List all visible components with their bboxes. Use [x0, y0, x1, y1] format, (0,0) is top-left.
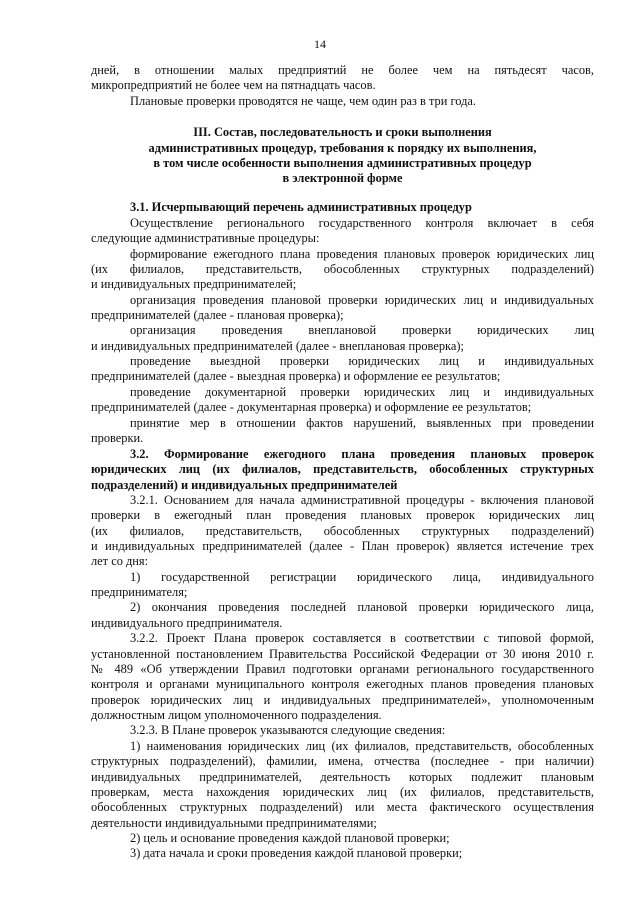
text-line: (их филиалов, представительств, обособленных структурных подразделений) — [91, 524, 594, 538]
text-line: (их филиалов, представительств, обособленных структурных подразделений) — [91, 262, 594, 276]
subsection-heading: 3.2. Формирование ежегодного плана проведения плановых проверок — [130, 447, 594, 461]
list-item-continuation: проверкам, места нахождения юридических лиц (их филиалов, представительств, — [91, 785, 594, 799]
text-line: предпринимателей (далее - документарная проверка) и оформление ее результатов; — [91, 400, 532, 414]
text-line: № 489 «Об утверждении Правил подготовки органами регионального государственного — [91, 662, 594, 676]
text-line: проведение выездной проверки юридических лиц и индивидуальных — [130, 354, 594, 368]
text-line: 3.2.3. В Плане проверок указываются следующие сведения: — [130, 723, 446, 737]
text-line: принятие мер в отношении фактов нарушений, выявленных при проведении — [130, 416, 594, 430]
text-line: проверок юридических лиц и индивидуальных предпринимателей», уполномоченным — [91, 693, 594, 707]
list-item: 1) наименования юридических лиц (их филиалов, представительств, обособленных — [130, 739, 594, 753]
text-line: и индивидуальных предпринимателей (далее - внеплановая проверка); — [91, 339, 464, 353]
list-item-continuation: индивидуального предпринимателя. — [91, 616, 283, 630]
subsection-heading: подразделений) и индивидуальных предпринимателей — [91, 478, 398, 492]
section-heading: III. Состав, последовательность и сроки выполнения — [193, 125, 492, 139]
text-line: проведение документарной проверки юридических лиц и индивидуальных — [130, 385, 594, 399]
text-line: организация проведения плановой проверки юридических лиц и индивидуальных — [130, 293, 594, 307]
list-item-continuation: индивидуальных предпринимателей, деятельность которых подлежит плановым — [91, 770, 594, 784]
text-line: проверки в ежегодный план проведения плановых проверок юридических лиц — [91, 508, 594, 522]
text-line: 3.2.1. Основанием для начала административной процедуры - включения плановой — [130, 493, 594, 507]
text-line: предпринимателей (далее - плановая проверка); — [91, 308, 344, 322]
text-line: установленной постановлением Правительства Российской Федерации от 30 июня 2010 г. — [91, 647, 594, 661]
list-item: 2) окончания проведения последней плановой проверки юридического лица, — [130, 600, 594, 614]
section-heading: административных процедур, требования к порядку их выполнения, — [148, 141, 537, 155]
list-item-continuation: предпринимателя; — [91, 585, 188, 599]
text-line: микропредприятий не более чем на пятнадцать часов. — [91, 78, 376, 92]
page-number: 14 — [314, 37, 326, 51]
text-line: организация проведения внеплановой проверки юридических лиц — [130, 323, 594, 337]
text-line: предпринимателей (далее - выездная проверка) и оформление ее результатов; — [91, 369, 501, 383]
text-line: Осуществление регионального государственного контроля включает в себя — [130, 216, 594, 230]
text-line: лет со дня: — [91, 554, 149, 568]
list-item: 1) государственной регистрации юридического лица, индивидуального — [130, 570, 594, 584]
text-line: дней, в отношении малых предприятий не более чем на пятьдесят часов, — [91, 63, 594, 77]
text-line: проверки. — [91, 431, 144, 445]
list-item: 2) цель и основание проведения каждой плановой проверки; — [130, 831, 450, 845]
text-line: и индивидуальных предпринимателей (далее - План проверок) является истечение трех — [91, 539, 594, 553]
text-line: должностным лицом уполномоченного подразделения. — [91, 708, 382, 722]
list-item-continuation: структурных подразделений), фамилии, имена, отчества (последнее - при наличии) — [91, 754, 594, 768]
text-line: контроля и органами муниципального контроля ежегодных планов проведения плановых — [91, 677, 594, 691]
text-line: следующие административные процедуры: — [91, 231, 320, 245]
section-heading: в том числе особенности выполнения административных процедур — [153, 156, 532, 170]
subsection-heading: юридических лиц (их филиалов, представительств, обособленных структурных — [91, 462, 594, 476]
list-item-continuation: обособленных структурных подразделений) или места фактического осуществления — [91, 800, 594, 814]
list-item-continuation: деятельности индивидуальными предпринимателями; — [91, 816, 377, 830]
text-line: формирование ежегодного плана проведения плановых проверок юридических лиц — [130, 247, 594, 261]
text-line: Плановые проверки проводятся не чаще, чем один раз в три года. — [130, 94, 476, 108]
section-heading: в электронной форме — [282, 171, 403, 185]
text-line: и индивидуальных предпринимателей; — [91, 277, 297, 291]
list-item: 3) дата начала и сроки проведения каждой плановой проверки; — [130, 846, 463, 860]
text-line: 3.2.2. Проект Плана проверок составляется в соответствии с типовой формой, — [130, 631, 594, 645]
subsection-heading: 3.1. Исчерпывающий перечень административных процедур — [130, 200, 472, 214]
